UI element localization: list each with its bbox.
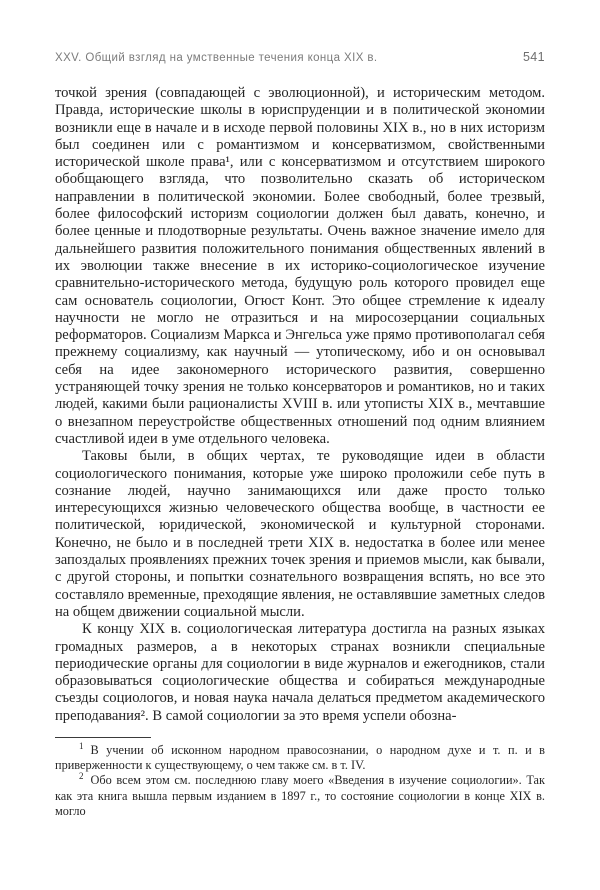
footnote <box>55 740 545 773</box>
page-number: 541 <box>522 50 545 64</box>
paragraph: Таковы были, в общих чертах, те руководящие идеи в области социологического понимания, которые уже широко проложили себе путь в сознание людей, научно занимающихся или даже просто только интересующихся жизнью человеческого общества вообще, в частности ее политической, юридической, экономической и культурной сторонами. Конечно, не было и в последней трети XIX в. недостатка в более или менее запоздалых проявлениях прежних точек зрения и приемов мысли, как бывали, с другой стороны, и попытки сознательного возвращения вспять, но все это составляло временные, преходящие явления, не оставлявшие заметных следов на общем движении социальной мысли. <box>55 448 545 620</box>
body-text <box>55 85 545 725</box>
paragraph: К концу XIX в. социологическая литература достигла на разных языках громадных размеров, а в некоторых странах возникли специальные периодические органы для социологии в виде журналов и ежегодников, стали образовываться социологические общества и собираться международные съезды социологов, и новая наука начала делаться предметом академического преподавания². В самой социологии за это время успели обозна- <box>55 621 545 724</box>
footnote-text: В учении об исконном народном правосознании, о народном духе и т. п. и в приверженности к существующему, о чем также см. в т. IV. <box>55 742 545 773</box>
footnote-text: Обо всем этом см. последнюю главу моего «Введения в изучение социологии». Так как эта книга вышла первым изданием в 1897 г., то состояние социологии в конце XIX в. могло <box>55 773 545 818</box>
running-head <box>55 50 545 64</box>
footnote-list <box>55 740 545 819</box>
chapter-title: XXV. Общий взгляд на умственные течения конца XIX в. <box>55 52 378 64</box>
footnote-marker: 2 <box>79 771 84 782</box>
footnote-marker: 1 <box>79 740 84 751</box>
footnote <box>55 773 545 819</box>
footnote-divider <box>55 737 151 738</box>
paragraph: точкой зрения (совпадающей с эволюционной), и историческим методом. Правда, исторические школы в юриспруденции и в политической экономии возникли еще в начале и в исходе первой половины XIX в., но в них историзм был соединен или с романтизмом и консерватизмом, свойственными исторической школе права¹, или с консерватизмом и отсутствием широкого обобщающего взгляда, что позволительно сказать об историческом направлении в политической экономии. Более свободный, более трезвый, более философский историзм социологии должен был давать, конечно, и более ценные и плодотворные результаты. Очень важное значение имело для дальнейшего развития положительного понимания общественных явлений в их эволюции также внесение в их историко-социологическое изучение сравнительно-исторического метода, будущую роль которого провидел еще сам основатель социологии, Огюст Конт. Это общее стремление к идеалу научности не могло не отразиться и на миросозерцании социальных реформаторов. Социализм Маркса и Энгельса уже прямо противополагал себя прежнему социализму, как научный — утопическому, ибо и он основывал себя на идее закономерного исторического развития, совершенно устраняющей точку зрения не только консерваторов и романтиков, но и таких людей, какими были рационалисты XVIII в. или утописты XIX в., мечтавшие о внезапном переустройстве общественных отношений под одним влиянием счастливой идеи в уме отдельного человека. <box>55 85 545 447</box>
footnotes-section <box>55 737 545 819</box>
